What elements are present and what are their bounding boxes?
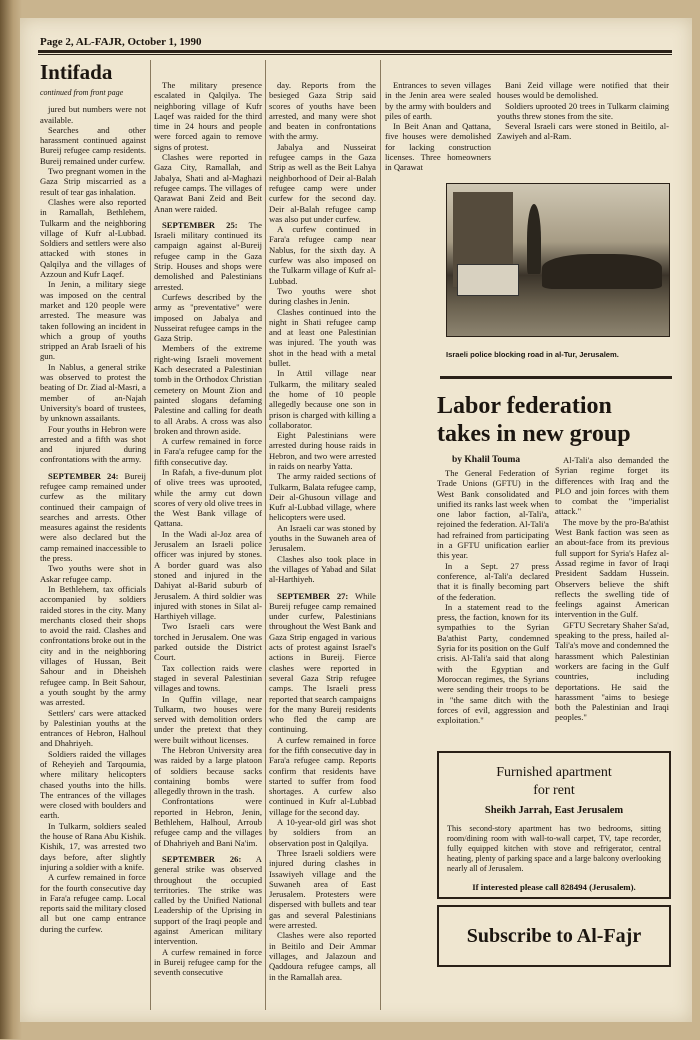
article-paragraph: Eight Palestinians were arrested during house raids in Hebron, and two were arrested in raids on nearby Yatta. bbox=[269, 430, 376, 471]
article-paragraph: Soldiers raided the villages of Reheyieh and Tarqoumia, where military helicopters chased youths into the hills. The entrances of the villages were closed with boulders and earth. bbox=[40, 748, 146, 821]
article-paragraph: Entrances to seven villages in the Jenin area were sealed by the army with boulders and piles of earth. bbox=[385, 80, 491, 121]
article-paragraph: The Hebron University area was raided by a large platoon of soldiers because sacks containing bombs were allegedly thrown in the trash. bbox=[154, 745, 262, 797]
article-paragraph: Clashes were also reported in Ramallah, Bethlehem, Tulkarm and the neighboring village of Kufr al-Lubbad. Soldiers and settlers were also attacked with stones in Qalqilya and the villages of Azzoun and Kufr Laqef. bbox=[40, 196, 146, 280]
photo-tree bbox=[527, 204, 541, 274]
article-paragraph: An Israeli car was stoned by youths in the Suwaneh area of Jerusalem. bbox=[269, 522, 376, 554]
ad-subtitle: for rent bbox=[533, 783, 575, 798]
labor-paragraph: The move by the pro-Ba'athist West Bank faction was seen as an about-face from its previous full support for Syria's Hafez al-Assad regime in favor of Iraqi President Saddam Hussein. Observers believe the shift reflects the swelling tide of feelings against American intervention in the Gulf. bbox=[555, 516, 669, 620]
labor-paragraph: In a Sept. 27 press conference, al-Tali'a declared that it is finally becoming part of the federation. bbox=[437, 560, 549, 602]
article-paragraph: SEPTEMBER 25: The Israeli military continued its campaign against al-Bureij refugee camp in the Gaza Strip. Houses and shops were demolished and Palestinians arrested. bbox=[154, 219, 262, 292]
article-paragraph: Members of the extreme right-wing Israeli movement Kach desecrated a Palestinian tomb in the Orthodox Christian cemetery on Mount Zion and painted slogans defaming Palestine and calling for death to all Arabs. A cross was also broken and thrown aside. bbox=[154, 343, 262, 436]
article-paragraph: In Nablus, a general strike was observed to protest the beating of Dr. Ziad al-Masri, a member of an-Najah University's board of trustees, by unknown assailants. bbox=[40, 361, 146, 424]
article-paragraph: A curfew remained in force for the fourth consecutive day in Fara'a refugee camp. Local reports said the military closed all but one camp entrance during the curfew. bbox=[40, 872, 146, 934]
article-paragraph: In Attil village near Tulkarm, the military sealed the home of 10 people allegedly because one son in prison is charged with killing a collaborator. bbox=[269, 368, 376, 430]
intifada-column-4 bbox=[385, 80, 491, 198]
subscribe-box: Subscribe to Al-Fajr bbox=[437, 905, 671, 967]
article-paragraph: In Rafah, a five-dunum plot of olive trees was uprooted, while the army cut down scores of very old olive trees in the West Bank village of Qattana. bbox=[154, 466, 262, 529]
article-paragraph: Confrontations were reported in Hebron, Jenin, Bethlehem, Halhoul, Arroub refugee camp and the villages of Dhahriyeh and Bani Na'im. bbox=[154, 796, 262, 848]
date-lead: SEPTEMBER 27: bbox=[277, 590, 349, 601]
article-paragraph: SEPTEMBER 27: While Bureij refugee camp remained under curfew, Palestinians throughout the West Bank and Gaza Strip engaged in various acts of protest against Israel's actions in Bureij. Fierce clashes were reported in several Gaza Strip refugee camps. The Israeli press reported that search campaigns for the many Bureij residents who fled the camp are continuing. bbox=[269, 590, 376, 735]
photo-caption: Israeli police blocking road in al-Tur, Jerusalem. bbox=[446, 350, 619, 359]
ad-body: This second-story apartment has two bedrooms, sitting room/dining room with wall-to-wall carpet, TV, tape recorder, fully equipped kitchen with stove and refrigerator, central heating, plenty of parking space and a large balcony overlooking nearly all of Jerusalem. bbox=[447, 824, 661, 873]
news-photo bbox=[446, 183, 670, 337]
article-paragraph: The military presence escalated in Qalqilya. The neighboring village of Kufr Laqef was raided for the third time in 24 hours and people were forced again to remove signs of protest. bbox=[154, 80, 262, 152]
column-divider bbox=[150, 60, 151, 1010]
article-paragraph: In Tulkarm, soldiers sealed the house of Rana Abu Kishik. Kishik, 17, was arrested two days before, after slightly injuring a soldier with a knife. bbox=[40, 820, 146, 872]
labor-column-1 bbox=[437, 468, 549, 725]
article-paragraph: Two Israeli cars were torched in Jerusalem. One was parked outside the District Court. bbox=[154, 621, 262, 663]
article-paragraph: Several Israeli cars were stoned in Beitilo, al-Zawiyeh and al-Ram. bbox=[497, 121, 669, 142]
date-lead: SEPTEMBER 25: bbox=[162, 219, 238, 230]
labor-paragraph: In a statement read to the press, the faction, known for its sympathies to the Syrian Ba'athist Party, condemned Syria for its position on the Gulf crisis. Al-Tali'a said that along with the Egyptian and Moroccan regimes, the Syrians were sending their troops to be in "the same ditch with the forces of evil, aggression and exploitation." bbox=[437, 601, 549, 726]
ad-location: Sheikh Jarrah, East Jerusalem bbox=[484, 805, 624, 816]
intifada-column-3 bbox=[269, 80, 376, 1040]
labor-column-2 bbox=[555, 455, 669, 723]
labor-paragraph: The General Federation of Trade Unions (GFTU) in the West Bank consolidated and unified its ranks last week when one labor faction, al-Tali'a, rejoined the federation. Al-Tali'a had refrained from participating in a GFTU unification earlier this year. bbox=[437, 468, 549, 561]
column-divider bbox=[380, 60, 381, 1010]
article-paragraph: Jabalya and Nusseirat refugee camps in the Gaza Strip as well as the Beit Lahya neighborhood of Deir al-Balah refugee camp were under curfew for the second day. Deir al-Balah refugee camp was also put under curfew. bbox=[269, 141, 376, 224]
article-paragraph: Two pregnant women in the Gaza Strip miscarried as a result of tear gas inhalation. bbox=[40, 166, 146, 197]
ad-title: Furnished apartment bbox=[496, 765, 612, 780]
intifada-column-5 bbox=[497, 80, 669, 190]
ad-call: If interested please call 828494 (Jerusalem). bbox=[472, 882, 636, 892]
article-paragraph: Clashes continued into the night in Shati refugee camp and at least one Palestinian was injured. The youth was shot in the head with a metal bullet. bbox=[269, 306, 376, 369]
labor-paragraph: GFTU Secretary Shaher Sa'ad, speaking to the press, hailed al-Tali'a's move and condemned the harassment which Palestinian workers are facing in the Gulf countries, including deportations. He said the harassment "aims to besiege both the Palestinian and Iraqi peoples." bbox=[555, 619, 669, 723]
article-paragraph: In the Wadi al-Joz area of Jerusalem an Israeli police officer was injured by stones. A border guard was also stoned and injured in the Dahiyat al-Barid suburb of Jerusalem. A third soldier was injured with stones in Silat al-Harthiyeh village. bbox=[154, 528, 262, 622]
header-rule bbox=[38, 50, 672, 53]
article-paragraph: SEPTEMBER 24: Bureij refugee camp remained under curfew as the military continued their campaign of searches and arrests. Other measures against the residents were also declared but the camp remained inaccessible to the press. bbox=[40, 470, 146, 564]
article-paragraph: In Jenin, a military siege was imposed on the central market and 120 people were arrested. The measure was taken following an incident in which a group of youths stripped an Arab Israeli of his gun. bbox=[40, 279, 146, 362]
article-paragraph: A 10-year-old girl was shot by soldiers from an observation post in Qalqilya. bbox=[269, 817, 376, 848]
intifada-column-1 bbox=[40, 60, 146, 1020]
article-paragraph: Tax collection raids were staged in several Palestinian villages and towns. bbox=[154, 662, 262, 694]
article-paragraph: Soldiers uprooted 20 trees in Tulkarm claiming youths threw stones from the site. bbox=[497, 100, 669, 121]
article-paragraph: In Bethlehem, tax officials accompanied by soldiers raided stores in the city. Many merchants closed their shops to avoid the raid. Clashes and confrontations broke out in the city and in the neighboring villages of Hussan, Beit Sahour and in Dheisheh refugee camp. In Beit Sahour, a youth sought by the army was arrested. bbox=[40, 583, 146, 708]
article-paragraph: A curfew remained in force for the fifth consecutive day in Fara'a refugee camp. Reports confirm that residents have started to suffer from food shortages. A curfew also continued in Kufr al-Lubbad village for the second day. bbox=[269, 734, 376, 817]
date-lead: SEPTEMBER 24: bbox=[48, 470, 119, 481]
article-paragraph: Clashes also took place in the villages of Yabad and Silat al-Harthiyeh. bbox=[269, 553, 376, 585]
article-paragraph: Settlers' cars were attacked by Palestinian youths at the entrances of Hebron, Halhoul and Dhahriyeh. bbox=[40, 707, 146, 749]
article-paragraph: A curfew remained in force in Bureij refugee camp for the seventh consecutive bbox=[154, 946, 262, 978]
labor-headline: Labor federation takes in new group bbox=[437, 393, 631, 447]
article-paragraph: A curfew continued in Fara'a refugee camp near Nablus, for the sixth day. A curfew was also imposed on the Tulkarm village of Kufr al-Lubbad. bbox=[269, 224, 376, 286]
article-paragraph: Clashes were reported in Gaza City, Ramallah, and Jabalya, Shati and al-Maghazi refugee camps. The villages of Qarawat Bani Zeid and Beit Anan were raided. bbox=[154, 152, 262, 214]
photo-vehicle bbox=[457, 264, 519, 296]
article-paragraph: The army raided sections of Tulkarm, Balata refugee camp, Deir al-Ghusoun village and Kufr al-Lubbad village, where helicopters were used. bbox=[269, 471, 376, 523]
article-paragraph: jured but numbers were not available. bbox=[40, 104, 146, 125]
article-paragraph: In Quffin village, near Tulkarm, two houses were served with demolition orders under the pretext that they were built without licenses. bbox=[154, 693, 262, 745]
photo-crowd bbox=[542, 254, 662, 289]
section-rule bbox=[440, 376, 672, 379]
article-paragraph: Clashes were also reported in Beitilo and Deir Ammar villages, and Jalazoun and Qaddoura refugee camps, all in the Ramallah area. bbox=[269, 930, 376, 982]
page-header: Page 2, AL-FAJR, October 1, 1990 bbox=[40, 36, 202, 48]
article-paragraph: Three Israeli soldiers were injured during clashes in Issawiyeh village and the Suwaneh area of East Jerusalem. Protesters were dispersed with bullets and tear gas and several Palestinians were arrested. bbox=[269, 847, 376, 931]
date-lead: SEPTEMBER 26: bbox=[162, 853, 242, 864]
labor-paragraph: Al-Tali'a also demanded the Syrian regime forget its differences with Iraq and the PLO and join forces with them to combat the "imperialist attack." bbox=[555, 455, 669, 517]
article-paragraph: Searches and other harassment continued against Bureij refugee camp residents. Bureij remained under curfew. bbox=[40, 124, 146, 166]
article-paragraph: Two youths were shot in Askar refugee camp. bbox=[40, 563, 146, 584]
article-paragraph: SEPTEMBER 26: A general strike was observed throughout the occupied territories. The strike was called by the Unified National Leadership of the Uprising in support of the Iraqi people and against American military intervention. bbox=[154, 853, 262, 947]
article-paragraph: Two youths were shot during clashes in Jenin. bbox=[269, 285, 376, 307]
intifada-headline: Intifada bbox=[40, 60, 113, 84]
column-divider bbox=[265, 60, 266, 1010]
binding-edge bbox=[0, 0, 22, 1039]
article-paragraph: Four youths in Hebron were arrested and a fifth was shot and injured during confrontations with the army. bbox=[40, 423, 146, 465]
article-paragraph: In Beit Anan and Qattana, five houses were demolished for lacking construction licenses. Three homeowners in Qarawat bbox=[385, 121, 491, 173]
intifada-column-2 bbox=[154, 80, 262, 1040]
header-rule-thin bbox=[38, 54, 672, 55]
article-paragraph: Curfews described by the army as "preventative" were imposed on Jabalya and Nusseirat refugee camps in the Gaza Strip. bbox=[154, 291, 262, 344]
article-paragraph: Bani Zeid village were notified that their houses would be demolished. bbox=[497, 80, 669, 101]
article-paragraph: A curfew remained in force in Fara'a refugee camp for the fifth consecutive day. bbox=[154, 436, 262, 467]
article-paragraph: day. Reports from the besieged Gaza Strip said scores of youths have been arrested, and many were shot and beaten in confrontations with the army. bbox=[269, 80, 376, 142]
continued-note: continued from front page bbox=[40, 88, 124, 97]
apartment-ad bbox=[437, 751, 671, 899]
labor-byline: by Khalil Touma bbox=[452, 455, 521, 465]
